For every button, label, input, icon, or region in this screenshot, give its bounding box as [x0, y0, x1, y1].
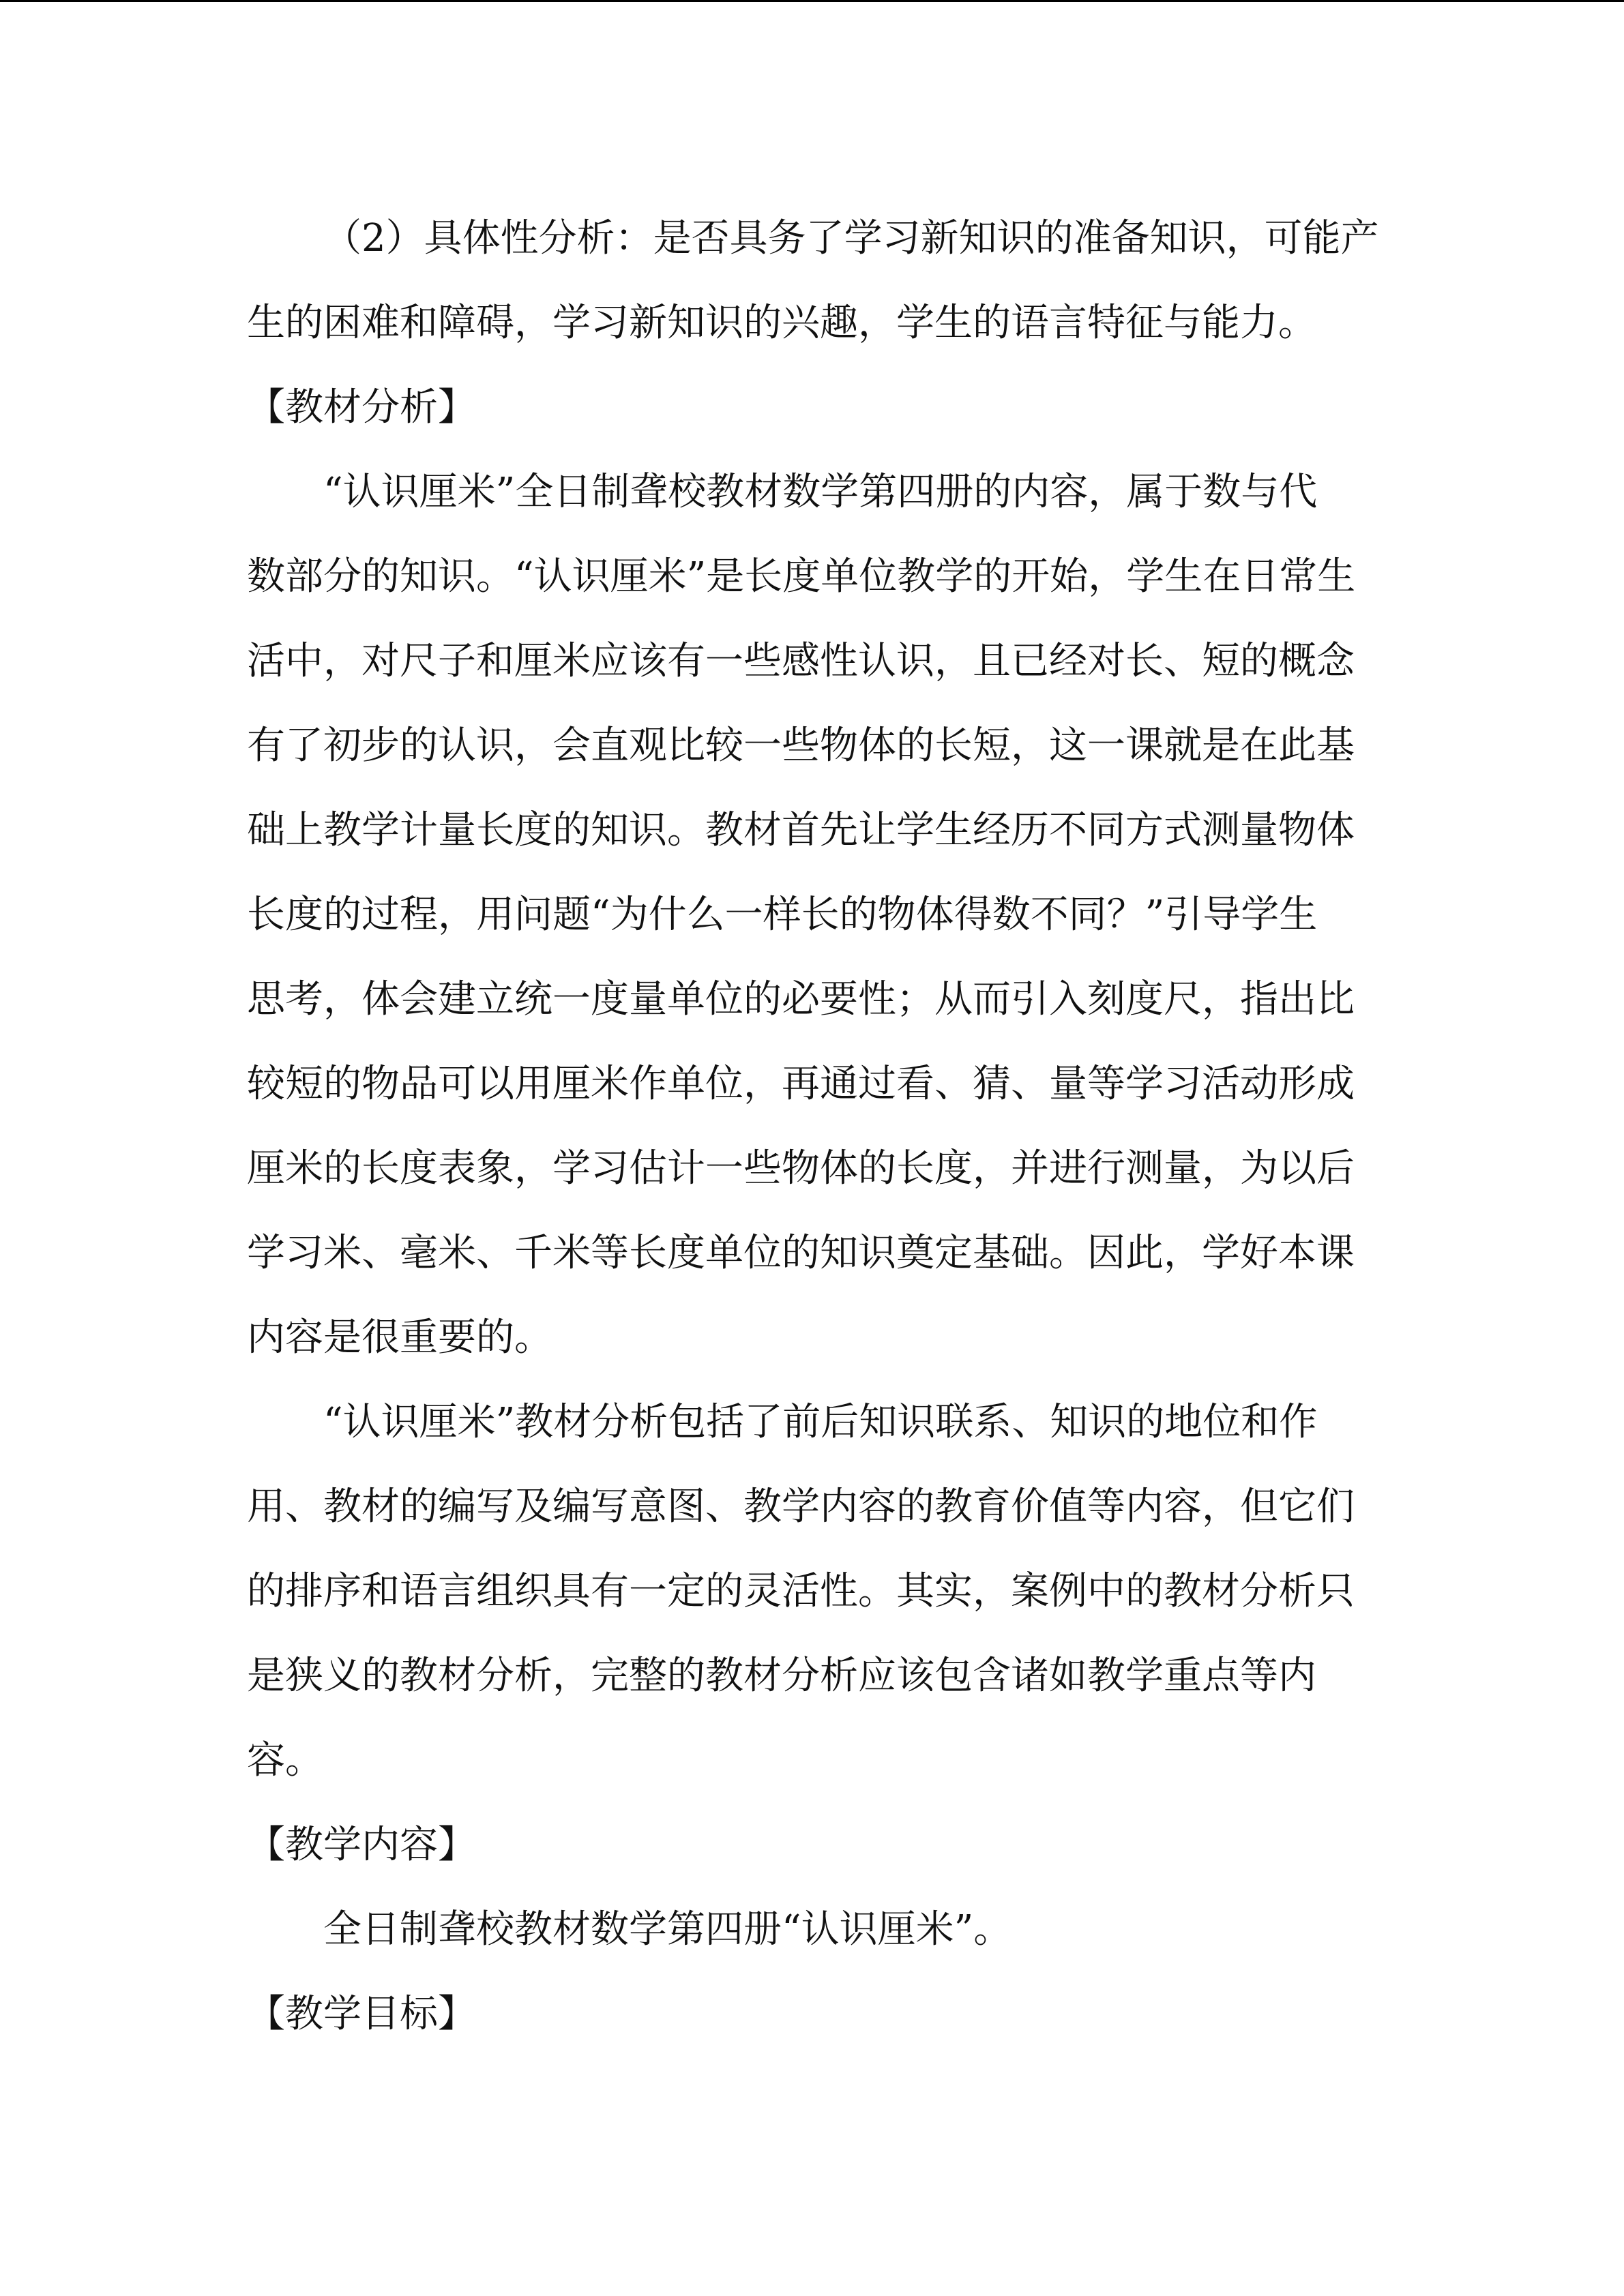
material-paragraph2-line-3: 的排序和语言组织具有一定的灵活性。其实，案例中的教材分析只 [247, 1569, 1355, 1613]
material-paragraph1-line-8: 较短的物品可以用厘米作单位，再通过看、猜、量等学习活动形成 [247, 1062, 1355, 1106]
top-border-rule [0, 0, 1624, 2]
teaching-goals-heading: 【教学目标】 [247, 1992, 476, 2036]
material-paragraph1-line-10: 学习米、毫米、千米等长度单位的知识奠定基础。因此，学好本课 [247, 1231, 1355, 1275]
material-paragraph2-line-5: 容。 [247, 1738, 323, 1783]
material-paragraph1-line-1: “认识厘米”全日制聋校教材数学第四册的内容，属于数与代 [323, 470, 1318, 514]
teaching-content-heading: 【教学内容】 [247, 1823, 476, 1867]
material-paragraph1-line-9: 厘米的长度表象，学习估计一些物体的长度，并进行测量，为以后 [247, 1146, 1355, 1191]
material-analysis-heading: 【教材分析】 [247, 385, 476, 430]
material-paragraph1-line-5: 础上教学计量长度的知识。教材首先让学生经历不同方式测量物体 [247, 808, 1355, 852]
specific-analysis-line-1: （2）具体性分析：是否具务了学习新知识的准备知识，可能产 [323, 216, 1379, 260]
material-paragraph1-line-2: 数部分的知识。“认识厘米”是长度单位教学的开始，学生在日常生 [247, 554, 1356, 599]
material-paragraph1-line-11: 内容是很重要的。 [247, 1315, 552, 1360]
material-paragraph1-line-4: 有了初步的认识，会直观比较一些物体的长短，这一课就是在此基 [247, 724, 1355, 768]
material-paragraph1-line-6: 长度的过程，用问题“为什么一样长的物体得数不同？”引导学生 [247, 893, 1318, 937]
specific-analysis-line-2: 生的困难和障碍，学习新知识的兴趣，学生的语言特征与能力。 [247, 301, 1316, 345]
material-paragraph2-line-1: “认识厘米”教材分析包括了前后知识联系、知识的地位和作 [323, 1400, 1318, 1444]
material-paragraph1-line-7: 思考，体会建立统一度量单位的必要性；从而引入刻度尺，指出比 [247, 977, 1355, 1022]
material-paragraph2-line-2: 用、教材的编写及编写意图、教学内容的教育价值等内容，但它们 [247, 1485, 1355, 1529]
teaching-content-text: 全日制聋校教材数学第四册“认识厘米”。 [323, 1907, 1012, 1952]
material-paragraph1-line-3: 活中，对尺子和厘米应该有一些感性认识，且已经对长、短的概念 [247, 639, 1355, 683]
material-paragraph2-line-4: 是狭义的教材分析，完整的教材分析应该包含诸如教学重点等内 [247, 1654, 1316, 1698]
